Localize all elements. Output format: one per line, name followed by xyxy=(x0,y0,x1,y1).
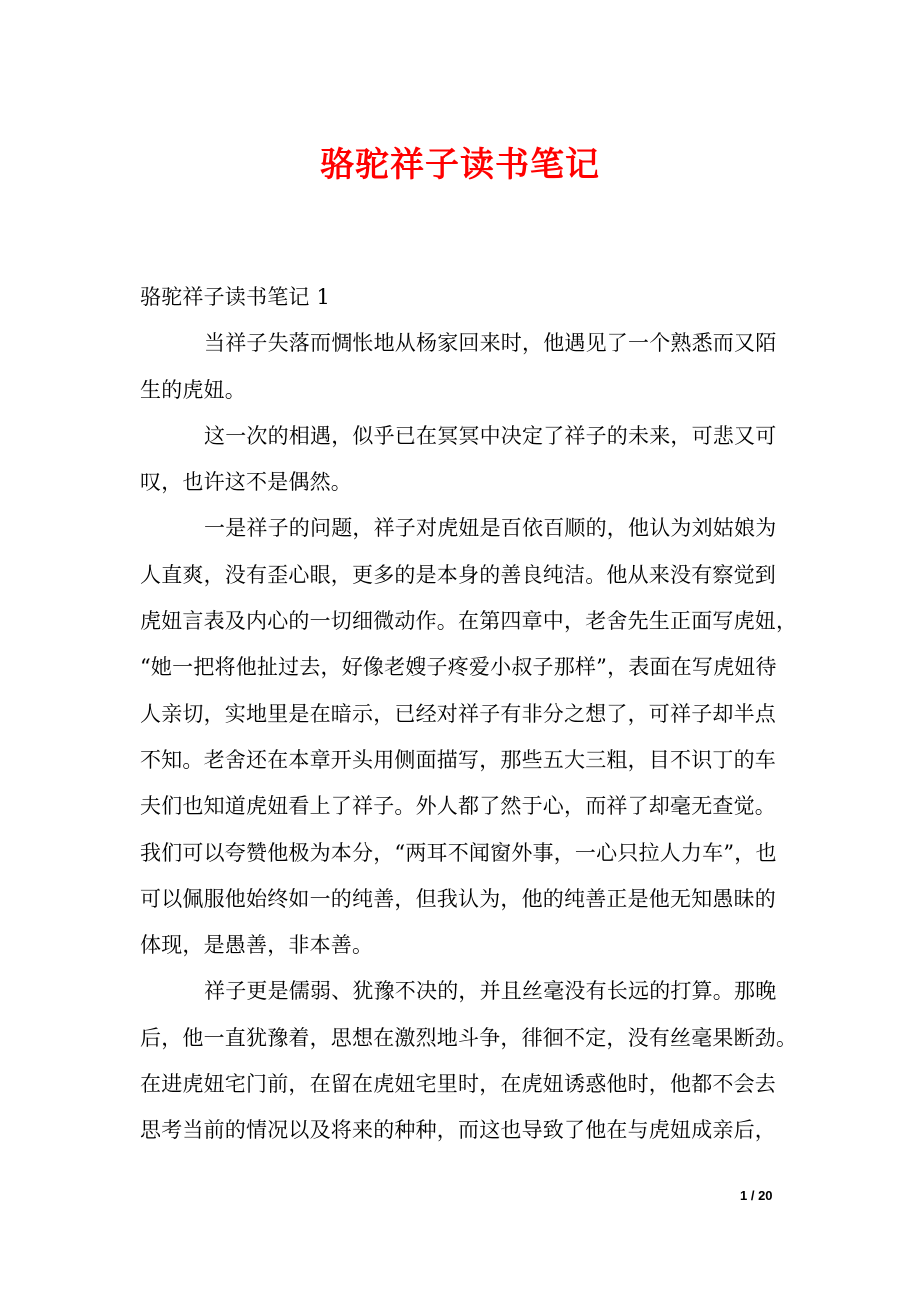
section-heading: 骆驼祥子读书笔记 1 xyxy=(140,285,331,309)
text-line: 一是祥子的问题，祥子对虎妞是百依百顺的，他认为刘姑娘为 xyxy=(204,516,777,541)
text-line: 后，他一直犹豫着，思想在激烈地斗争，徘徊不定，没有丝毫果断劲。 xyxy=(140,1025,798,1050)
text-line: 祥子更是儒弱、犹豫不决的，并且丝毫没有长远的打算。那晚 xyxy=(204,979,777,1004)
text-line: 思考当前的情况以及将来的种种，而这也导致了他在与虎妞成亲后， xyxy=(140,1118,776,1143)
text-line: 叹，也许这不是偶然。 xyxy=(140,470,352,495)
text-line: 我们可以夸赞他极为本分，“两耳不闻窗外事，一心只拉人力车”，也 xyxy=(140,840,777,865)
text-line: 人亲切，实地里是在暗示，已经对祥子有非分之想了，可祥子却半点 xyxy=(140,701,776,726)
text-line: 在进虎妞宅门前，在留在虎妞宅里时，在虎妞诱惑他时，他都不会去 xyxy=(140,1072,776,1097)
text-line: “她一把将他扯过去，好像老嫂子疼爱小叔子那样”，表面在写虎妞待 xyxy=(140,655,777,680)
page-number: 1 / 20 xyxy=(740,1188,773,1203)
text-line: 可以佩服他始终如一的纯善，但我认为，他的纯善正是他无知愚昧的 xyxy=(140,886,776,911)
text-line: 生的虎妞。 xyxy=(140,377,246,402)
document-body xyxy=(140,274,800,1154)
document-title: 骆驼祥子读书笔记 xyxy=(320,145,600,185)
text-line: 不知。老舍还在本章开头用侧面描写，那些五大三粗，目不识丁的车 xyxy=(140,747,776,772)
text-line: 这一次的相遇，似乎已在冥冥中决定了祥子的未来，可悲又可 xyxy=(204,423,777,448)
text-line: 人直爽，没有歪心眼，更多的是本身的善良纯洁。他从来没有察觉到 xyxy=(140,562,776,587)
text-line: 虎妞言表及内心的一切细微动作。在第四章中，老舍先生正面写虎妞， xyxy=(140,609,798,634)
text-line: 夫们也知道虎妞看上了祥子。外人都了然于心，而祥了却毫无查觉。 xyxy=(140,794,776,819)
text-line: 当祥子失落而惆怅地从杨家回来时，他遇见了一个熟悉而又陌 xyxy=(204,331,777,356)
text-line: 体现，是愚善，非本善。 xyxy=(140,933,374,958)
